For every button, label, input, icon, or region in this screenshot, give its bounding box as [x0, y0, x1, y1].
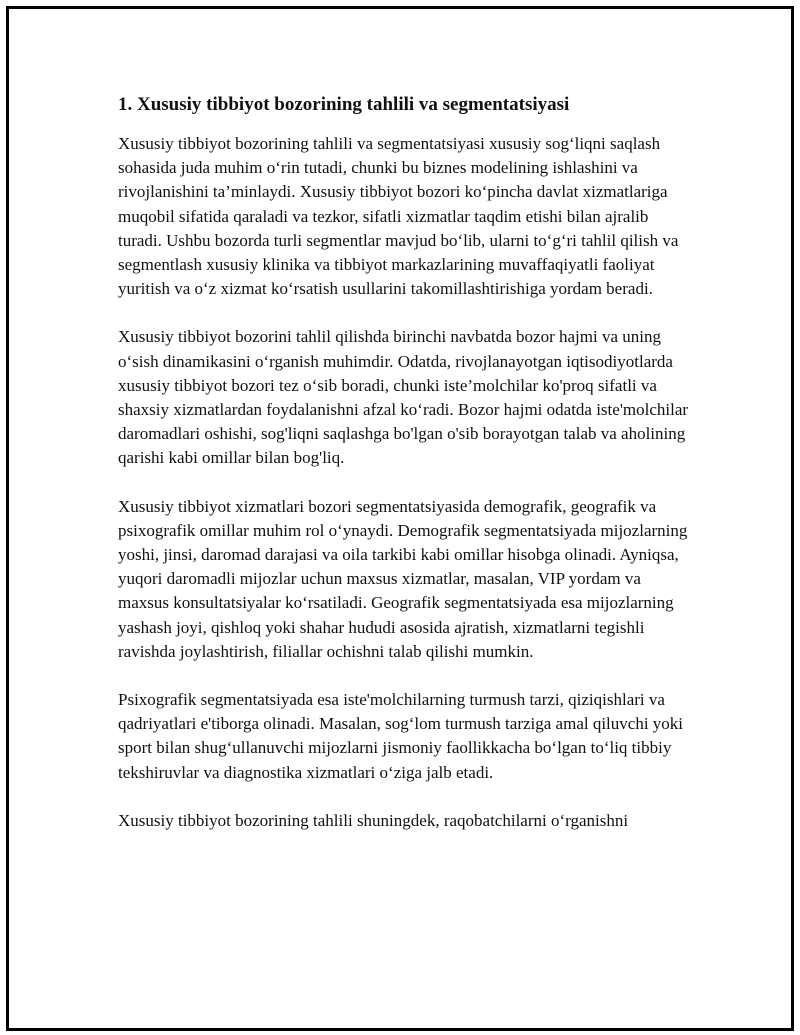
document-body [118, 92, 694, 857]
paragraph: Xususiy tibbiyot bozorining tahlili shuningdek, raqobatchilarni o‘rganishni [118, 810, 629, 830]
section-heading: 1. Xususiy tibbiyot bozorining tahlili va segmentatsiyasi [118, 94, 570, 115]
paragraph: Xususiy tibbiyot bozorining tahlili va segmentatsiyasi xususiy sog‘liqni saqlash sohasida juda muhim o‘rin tutadi, chunki bu biznes modelining ishlashini va rivojlanishini ta’minlaydi. Xususiy tibbiyot bozori ko‘pincha davlat xizmatlariga muqobil sifatida qaraladi va tezkor, sifatli xizmatlar taqdim etishi bilan ajralib turadi. Ushbu bozorda turli segmentlar mavjud bo‘lib, ularni to‘g‘ri tahlil qilish va segmentlash xususiy klinika va tibbiyot markazlarining muvaffaqiyatli faoliyat yuritish va o‘z xizmat ko‘rsatish usullarini takomillashtirishiga yordam beradi. [118, 134, 679, 299]
paragraph: Xususiy tibbiyot xizmatlari bozori segmentatsiyasida demografik, geografik va psixografik omillar muhim rol o‘ynaydi. Demografik segmentatsiyada mijozlarning yoshi, jinsi, daromad darajasi va oila tarkibi kabi omillar hisobga olinadi. Ayniqsa, yuqori daromadli mijozlar uchun maxsus xizmatlar, masalan, VIP yordam va maxsus konsultatsiyalar ko‘rsatiladi. Geografik segmentatsiyada esa mijozlarning yashash joyi, qishloq yoki shahar hududi asosida ajratish, xizmatlarni tegishli ravishda joylashtirish, filiallar ochishni talab qilishi mumkin. [118, 496, 688, 661]
paragraph: Xususiy tibbiyot bozorini tahlil qilishda birinchi navbatda bozor hajmi va uning o‘sish dinamikasini o‘rganish muhimdir. Odatda, rivojlanayotgan iqtisodiyotlarda xususiy tibbiyot bozori tez o‘sib boradi, chunki iste’molchilar ko'proq sifatli va shaxsiy xizmatlardan foydalanishni afzal ko‘radi. Bozor hajmi odatda iste'molchilar daromadlari oshishi, sog'liqni saqlashga bo'lgan o'sib borayotgan talab va aholining qarishi kabi omillar bilan bog'liq. [118, 327, 689, 468]
paragraph: Psixografik segmentatsiyada esa iste'molchilarning turmush tarzi, qiziqishlari va qadriyatlari e'tiborga olinadi. Masalan, sog‘lom turmush tarziga amal qiluvchi yoki sport bilan shug‘ullanuvchi mijozlarni jismoniy faollikkacha bo‘lgan to‘liq tibbiy tekshiruvlar va diagnostika xizmatlari o‘ziga jalb etadi. [118, 690, 684, 782]
